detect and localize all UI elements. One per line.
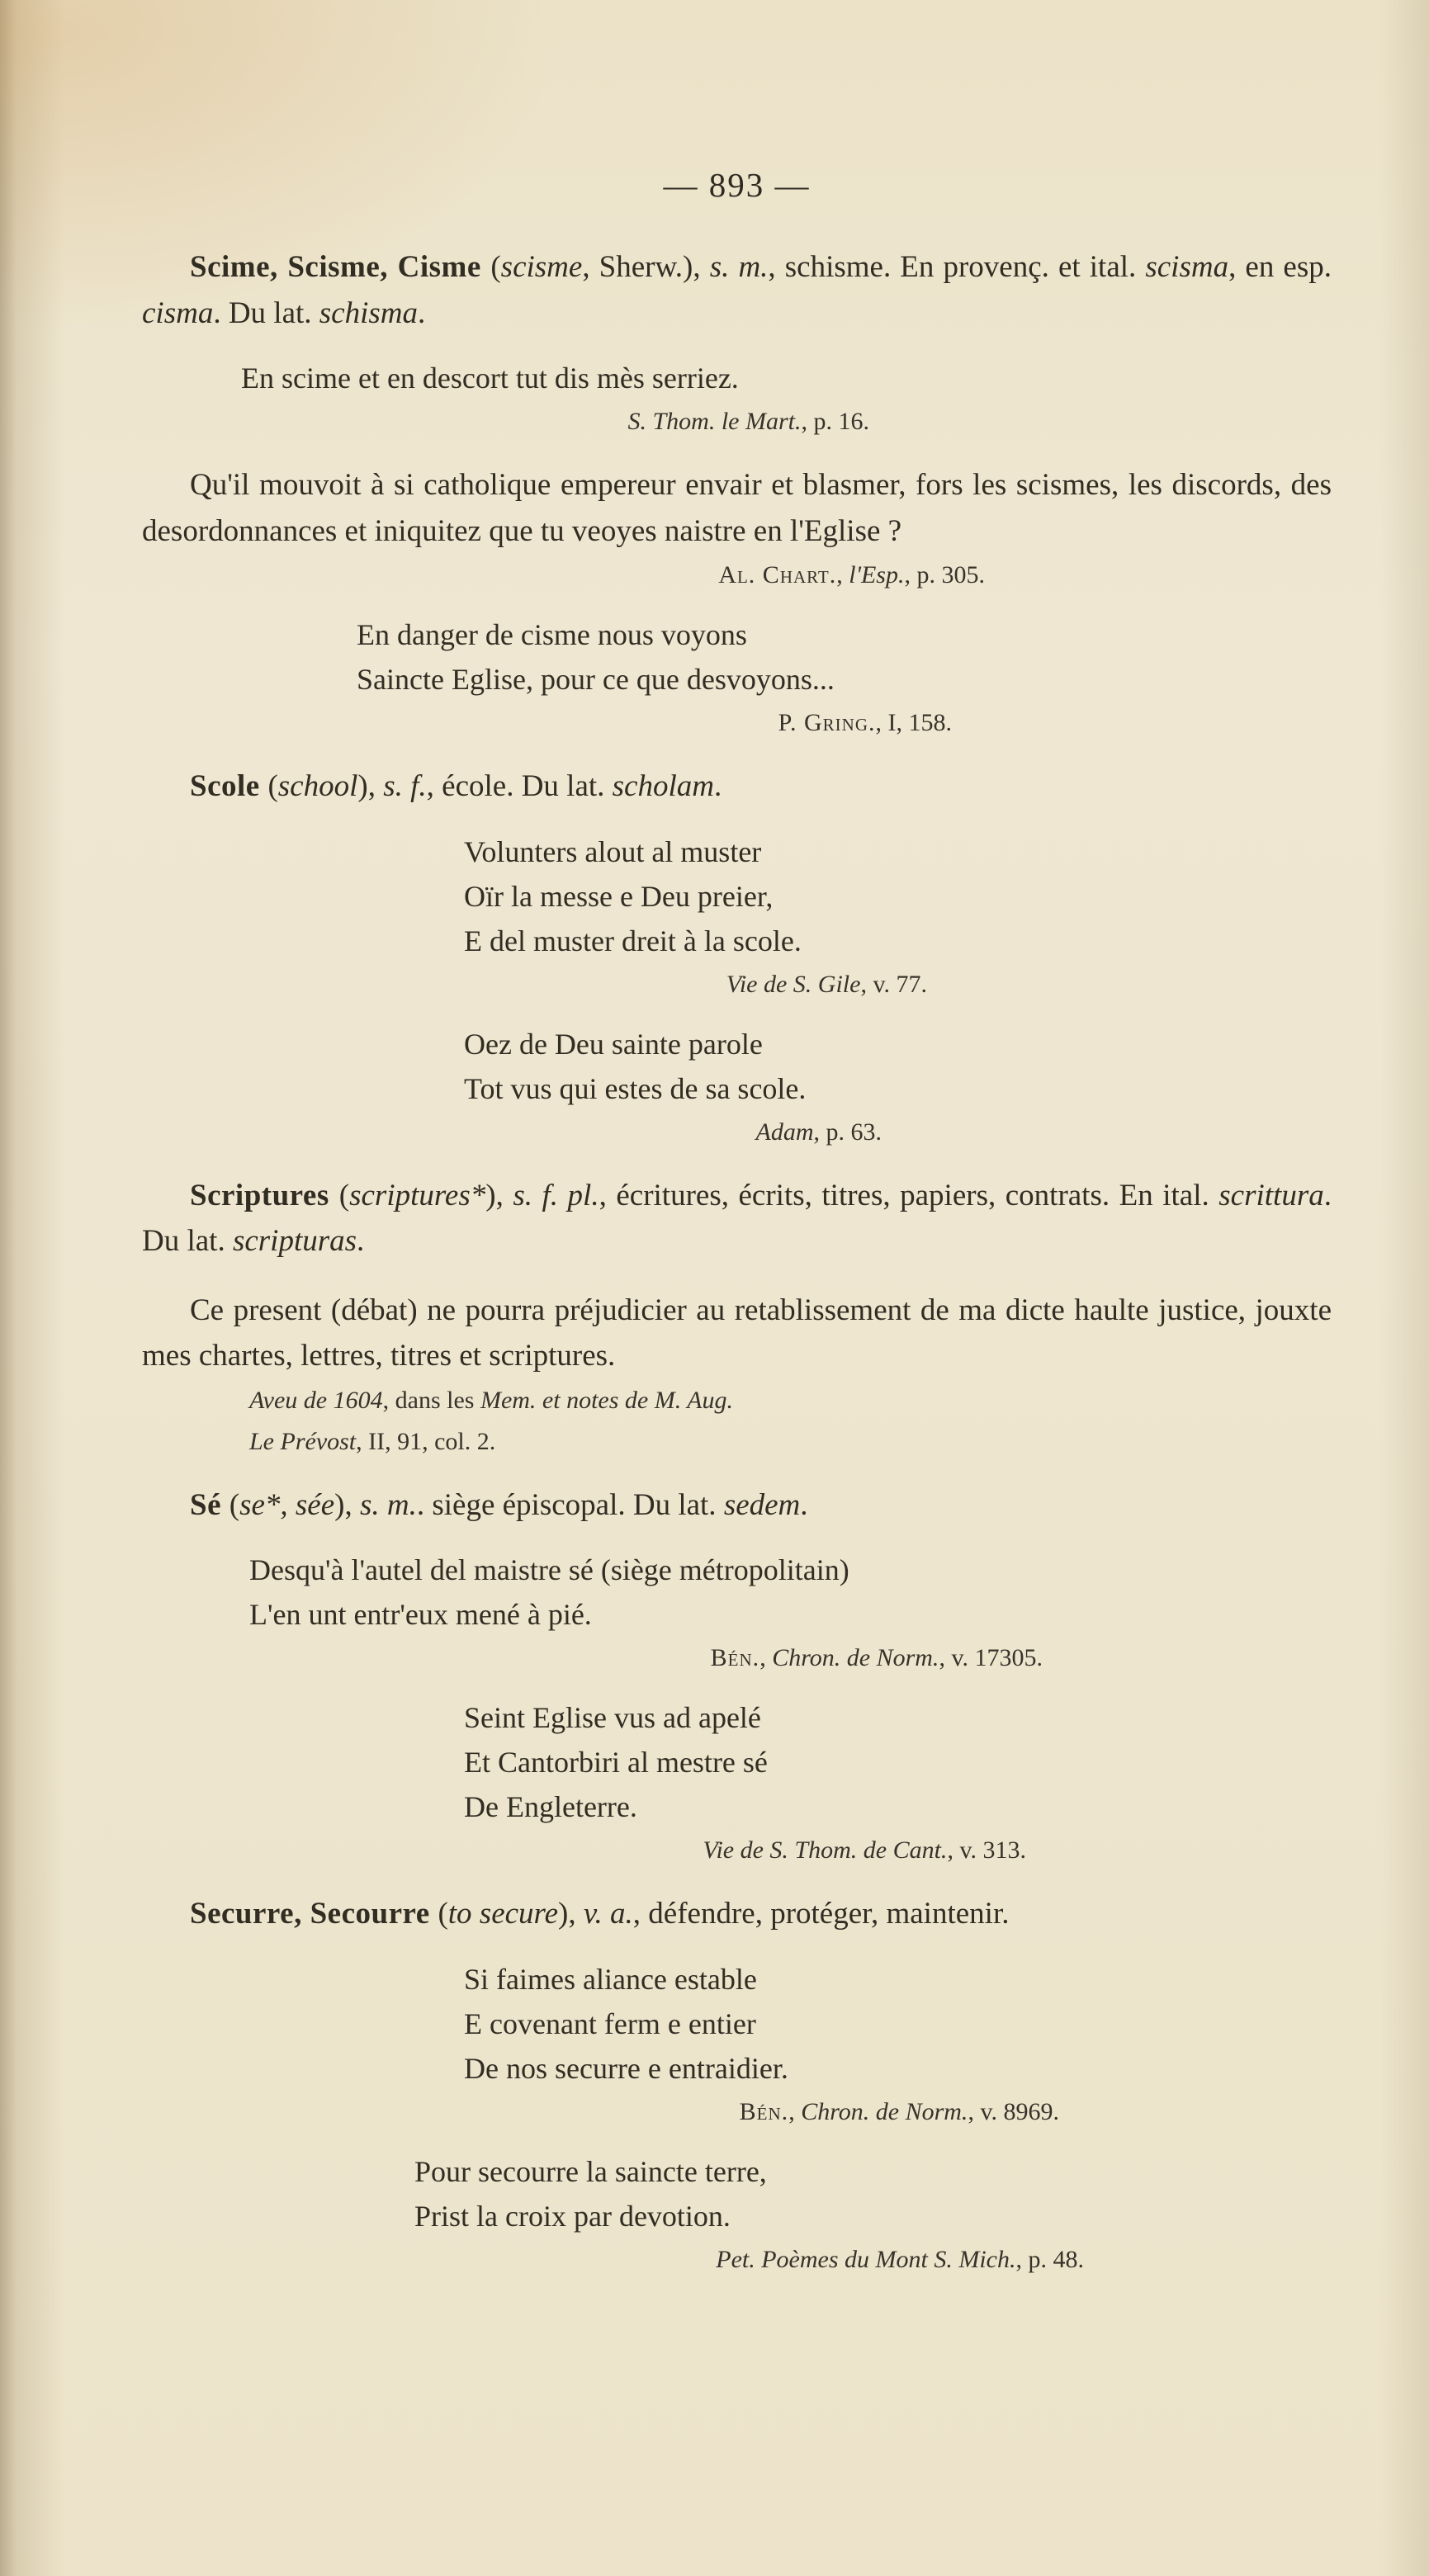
verse-line: Desqu'à l'autel del maistre sé (siège métropolitain) bbox=[249, 1553, 849, 1586]
quote-verse bbox=[249, 1548, 1332, 1637]
citation-al-chart bbox=[142, 558, 1332, 593]
text-segment: Mem. et notes de M. Aug. bbox=[480, 1386, 733, 1414]
text-segment: ), bbox=[485, 1178, 513, 1212]
entry-scriptures bbox=[142, 1173, 1332, 1264]
text-segment: cisma bbox=[142, 295, 214, 330]
verse-line: E del muster dreit à la scole. bbox=[464, 924, 802, 957]
citation-gring bbox=[142, 706, 1332, 740]
text-segment: Le Prévost bbox=[249, 1427, 357, 1455]
text-segment: scriptures* bbox=[349, 1178, 486, 1212]
page-number: — 893 — bbox=[663, 166, 811, 204]
text-segment: Ce present (débat) ne pourra préjudicier au retablissement de ma dicte haulte justice, jouxte mes chartes, lettres, titres et scriptures. bbox=[142, 1293, 1332, 1373]
text-segment: Pet. Poèmes du Mont S. Mich. bbox=[716, 2245, 1016, 2273]
text-segment: , bbox=[788, 2097, 802, 2125]
citation-ben-chron-2 bbox=[142, 2095, 1332, 2129]
verse-line: Et Cantorbiri al mestre sé bbox=[464, 1746, 768, 1779]
text-segment: Scole bbox=[190, 769, 268, 803]
text-segment: . siège épiscopal. Du lat. bbox=[416, 1487, 724, 1522]
text-segment: , en esp. bbox=[1228, 250, 1332, 284]
text-segment: , école. Du lat. bbox=[426, 769, 613, 803]
text-segment: , dans les bbox=[382, 1386, 480, 1414]
text-segment: Scriptures bbox=[190, 1178, 339, 1212]
text-segment: scisme bbox=[500, 250, 583, 284]
text-segment: sedem bbox=[723, 1487, 801, 1522]
text-segment: , schisme. En provenç. et ital. bbox=[768, 250, 1146, 284]
text-segment: , p. 63. bbox=[813, 1118, 882, 1146]
text-segment: Qu'il mouvoit à si catholique empereur envair et blasmer, fors les scismes, les discords, des desordonnances et iniquitez que tu veoyes naistre en l'Eglise ? bbox=[142, 468, 1332, 548]
text-segment: scisma bbox=[1145, 250, 1229, 284]
verse-line: En danger de cisme nous voyons bbox=[357, 618, 747, 651]
verse-line: Volunters alout al muster bbox=[464, 834, 762, 868]
verse-line: De nos securre e entraidier. bbox=[464, 2051, 788, 2085]
text-segment: . Du lat. bbox=[213, 295, 319, 330]
text-segment: Chron. de Norm. bbox=[772, 1644, 939, 1671]
quote-verse bbox=[241, 356, 1332, 400]
text-segment: P. Gring. bbox=[778, 709, 876, 736]
quote-verse bbox=[464, 1957, 1332, 2091]
text-segment: scholam bbox=[612, 769, 714, 803]
citation-thom-mart bbox=[142, 404, 1332, 439]
verse-line: Pour secourre la saincte terre, bbox=[414, 2154, 767, 2188]
verse-line: En scime et en descort tut dis mès serriez. bbox=[241, 362, 739, 395]
text-segment: , p. 48. bbox=[1015, 2245, 1084, 2273]
quote-verse bbox=[357, 612, 1332, 702]
verse-line: Seint Eglise vus ad apelé bbox=[464, 1701, 761, 1734]
quote-verse bbox=[464, 1022, 1332, 1111]
text-segment: . bbox=[800, 1487, 808, 1522]
text-segment: . Du lat. bbox=[142, 1178, 1332, 1258]
quote-prose bbox=[142, 462, 1332, 554]
text-segment: , v. 8969. bbox=[968, 2097, 1059, 2125]
verse-line: Saincte Eglise, pour ce que desvoyons... bbox=[357, 663, 835, 696]
text-segment: s. m. bbox=[709, 250, 769, 284]
entry-scole bbox=[142, 763, 1332, 810]
entry-se bbox=[142, 1482, 1332, 1529]
text-segment: ( bbox=[338, 1178, 350, 1212]
text-segment: , II, 91, col. 2. bbox=[356, 1427, 496, 1455]
text-segment: scrittura bbox=[1218, 1178, 1324, 1212]
text-segment: scripturas bbox=[232, 1224, 357, 1258]
text-segment: Bén. bbox=[739, 2097, 789, 2125]
text-segment: Adam bbox=[755, 1118, 814, 1146]
text-segment: , v. 313. bbox=[947, 1836, 1026, 1864]
page-content bbox=[142, 244, 1332, 2277]
verse-line: Si faimes aliance estable bbox=[464, 1962, 757, 1996]
entry-securre bbox=[142, 1891, 1332, 1937]
text-segment: S. Thom. le Mart. bbox=[627, 408, 802, 435]
citation-adam bbox=[142, 1115, 1332, 1150]
text-segment: , p. 305. bbox=[904, 561, 985, 588]
quote-prose bbox=[142, 1288, 1332, 1379]
text-segment: s. f. pl. bbox=[513, 1178, 599, 1212]
text-segment: , bbox=[759, 1644, 773, 1671]
text-segment: , bbox=[836, 561, 849, 588]
citation-vie-gile bbox=[142, 967, 1332, 1002]
entry-scime bbox=[142, 244, 1332, 336]
text-segment: s. m. bbox=[359, 1487, 417, 1522]
text-segment: , écritures, écrits, titres, papiers, contrats. En ital. bbox=[599, 1178, 1219, 1212]
text-segment: to secure bbox=[447, 1897, 559, 1931]
verse-line: Tot vus qui estes de sa scole. bbox=[464, 1071, 807, 1105]
citation-ben-chron-1 bbox=[142, 1641, 1332, 1676]
text-segment: ), bbox=[334, 1487, 360, 1522]
text-segment: , v. 17305. bbox=[939, 1644, 1043, 1671]
text-segment: . bbox=[418, 295, 426, 330]
text-segment: Vie de S. Gile bbox=[726, 970, 861, 998]
text-segment: l'Esp. bbox=[849, 561, 905, 588]
verse-line: Oïr la messe e Deu preier, bbox=[464, 879, 774, 913]
quote-verse bbox=[464, 1695, 1332, 1829]
text-segment: , défendre, protéger, maintenir. bbox=[632, 1897, 1010, 1931]
verse-line: E covenant ferm e entier bbox=[464, 2006, 756, 2040]
verse-line: Prist la croix par devotion. bbox=[414, 2199, 731, 2233]
text-segment: ( bbox=[490, 250, 501, 284]
text-segment: ), bbox=[558, 1897, 584, 1931]
text-segment: Al. Chart. bbox=[718, 561, 837, 588]
citation-aveu-line2 bbox=[142, 1425, 1332, 1459]
text-segment: ), bbox=[357, 769, 384, 803]
citation-pet-poemes bbox=[142, 2243, 1332, 2277]
text-segment: v. a. bbox=[583, 1897, 633, 1931]
text-segment: Sé bbox=[190, 1487, 229, 1522]
citation-aveu-line1 bbox=[142, 1383, 1332, 1418]
text-segment: schisma bbox=[319, 295, 419, 330]
text-segment: se*, sée bbox=[239, 1487, 335, 1522]
text-segment: ( bbox=[267, 769, 278, 803]
verse-line: De Engleterre. bbox=[464, 1790, 637, 1823]
text-segment: , I, 158. bbox=[875, 709, 952, 736]
text-segment: , v. 77. bbox=[860, 970, 927, 998]
quote-verse bbox=[414, 2149, 1332, 2238]
text-segment: Bén. bbox=[710, 1644, 760, 1671]
verse-line: L'en unt entr'eux mené à pié. bbox=[249, 1598, 592, 1631]
text-segment: ( bbox=[438, 1897, 448, 1931]
verse-line: Oez de Deu sainte parole bbox=[464, 1027, 763, 1061]
text-segment: s. f. bbox=[383, 769, 427, 803]
text-segment: Scime, Scisme, Cisme bbox=[190, 250, 491, 284]
quote-verse bbox=[464, 830, 1332, 963]
text-segment: Chron. de Norm. bbox=[801, 2097, 968, 2125]
text-segment: Aveu de 1604 bbox=[249, 1386, 383, 1414]
text-segment: Vie de S. Thom. de Cant. bbox=[703, 1836, 948, 1864]
text-segment: Securre, Secourre bbox=[190, 1897, 438, 1931]
citation-vie-thom-cant bbox=[142, 1833, 1332, 1868]
text-segment: . bbox=[357, 1224, 365, 1258]
text-segment: ( bbox=[229, 1487, 240, 1522]
text-segment: . bbox=[713, 769, 722, 803]
text-segment: , Sherw.), bbox=[582, 250, 710, 284]
text-segment: , p. 16. bbox=[801, 408, 869, 435]
text-segment: school bbox=[277, 769, 358, 803]
